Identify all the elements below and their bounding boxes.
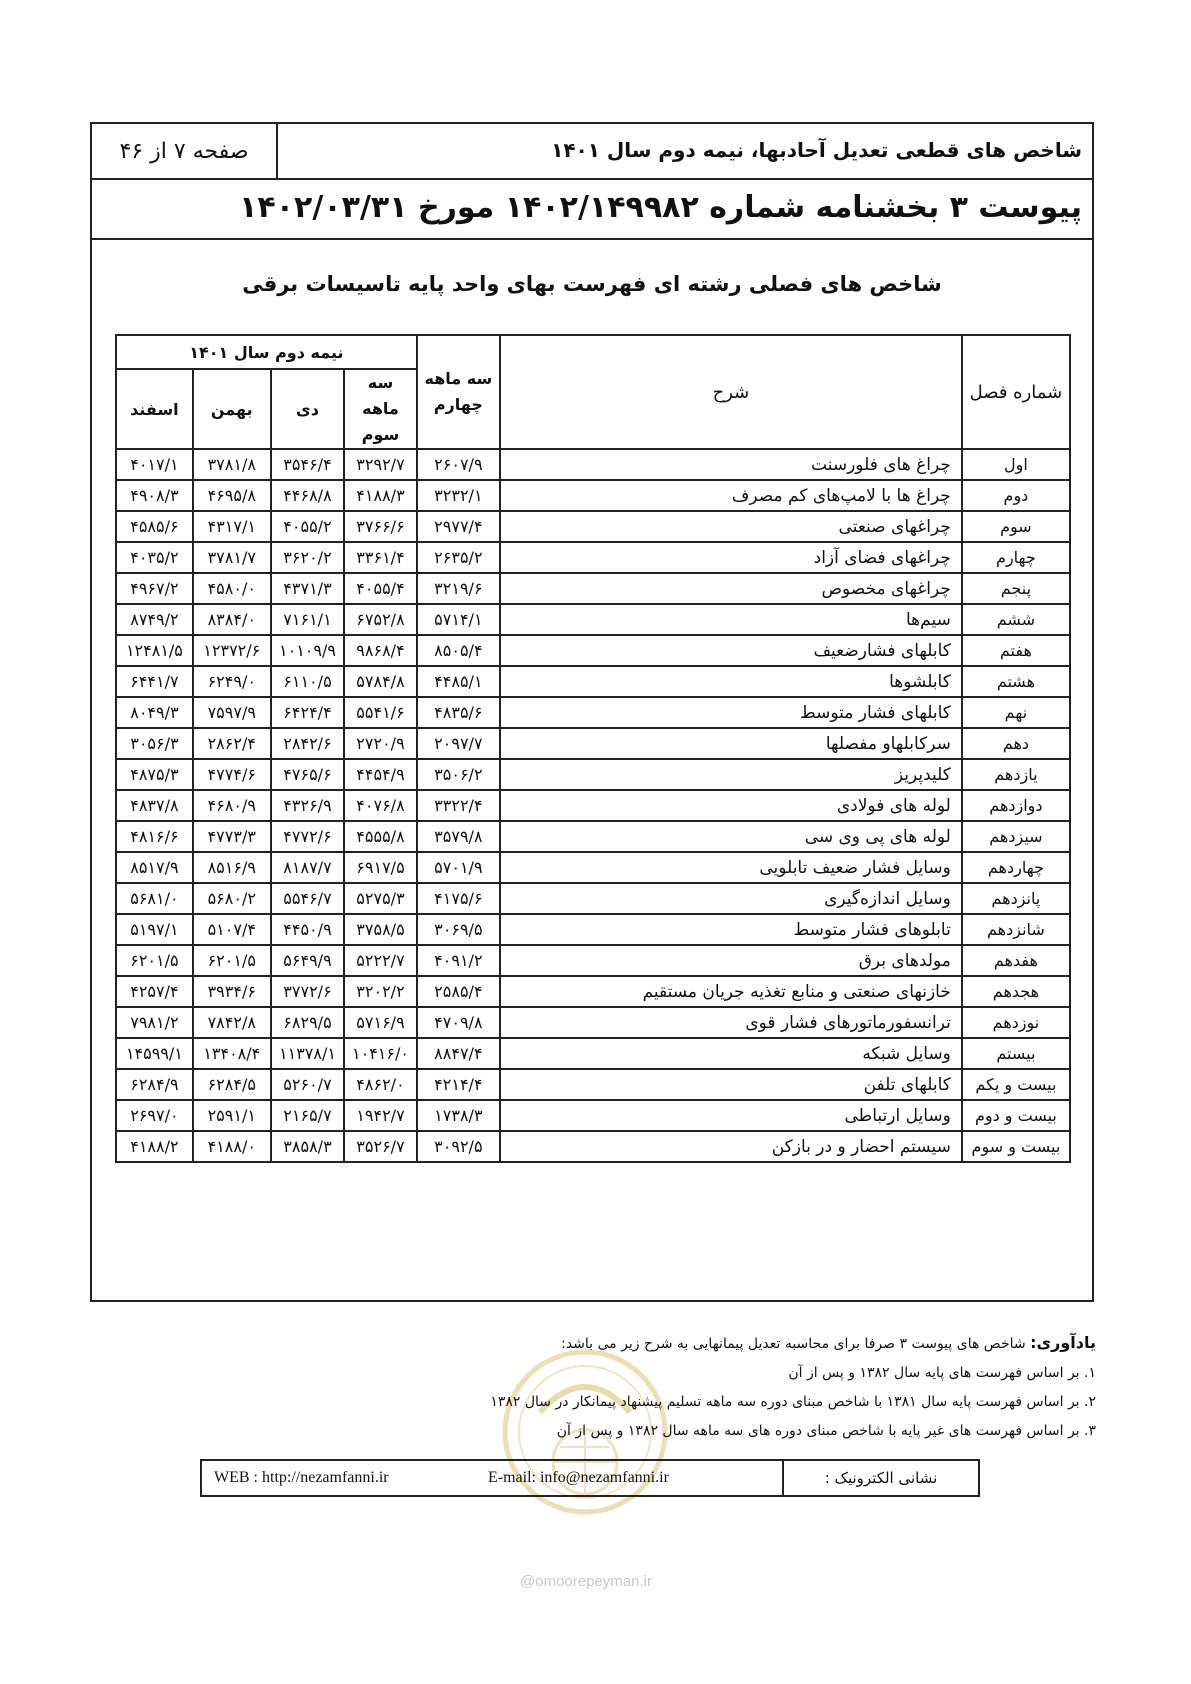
dey-cell: ۱۰۱۰۹/۹ [271,635,345,666]
dey-cell: ۴۰۵۵/۲ [271,511,345,542]
dey-cell: ۴۳۷۱/۳ [271,573,345,604]
header-dey: دی [271,369,345,449]
q3-cell: ۳۷۵۸/۵ [344,914,416,945]
chapter-cell: بیست و سوم [962,1131,1070,1162]
esfand-cell: ۴۰۳۵/۲ [116,542,193,573]
description-cell: وسایل اندازه‌گیری [500,883,962,914]
bahman-cell: ۲۵۹۱/۱ [193,1100,271,1131]
description-cell: تابلوهای فشار متوسط [500,914,962,945]
notes-intro-line [196,1328,1096,1359]
q3-cell: ۳۳۶۱/۴ [344,542,416,573]
dey-cell: ۵۵۴۶/۷ [271,883,345,914]
q3-cell: ۳۲۰۲/۲ [344,976,416,1007]
bahman-cell: ۴۱۸۸/۰ [193,1131,271,1162]
bahman-cell: ۳۹۳۴/۶ [193,976,271,1007]
dey-cell: ۳۵۴۶/۴ [271,449,345,480]
bahman-cell: ۸۳۸۴/۰ [193,604,271,635]
description-cell: ترانسفورماتورهای فشار قوی [500,1007,962,1038]
dey-cell: ۲۸۴۲/۶ [271,728,345,759]
subheader-row [92,180,1092,240]
dey-cell: ۳۸۵۸/۳ [271,1131,345,1162]
esfand-cell: ۱۲۴۸۱/۵ [116,635,193,666]
esfand-cell: ۶۲۸۴/۹ [116,1069,193,1100]
q4-cell: ۴۴۸۵/۱ [417,666,500,697]
chapter-cell: چهاردهم [962,852,1070,883]
circular-reference: پیوست ۳ بخشنامه شماره ۱۴۰۲/۱۴۹۹۸۲ مورخ ۱۴۰۲/۰۳/۳۱ [239,190,1082,225]
q4-cell: ۳۵۷۹/۸ [417,821,500,852]
esfand-cell: ۴۹۰۸/۳ [116,480,193,511]
q4-cell: ۳۰۹۲/۵ [417,1131,500,1162]
esfand-cell: ۸۰۴۹/۳ [116,697,193,728]
q3-cell: ۵۵۴۱/۶ [344,697,416,728]
bahman-cell: ۶۲۰۱/۵ [193,945,271,976]
chapter-cell: سوم [962,511,1070,542]
esfand-cell: ۴۸۷۵/۳ [116,759,193,790]
chapter-cell: نهم [962,697,1070,728]
q3-cell: ۲۷۲۰/۹ [344,728,416,759]
table-row [116,604,1070,635]
description-cell: چراغهای فضای آزاد [500,542,962,573]
table-row [116,790,1070,821]
q3-cell: ۴۸۶۲/۰ [344,1069,416,1100]
bahman-cell: ۷۸۴۲/۸ [193,1007,271,1038]
bahman-cell: ۵۱۰۷/۴ [193,914,271,945]
esfand-cell: ۳۰۵۶/۳ [116,728,193,759]
q3-cell: ۳۲۹۲/۷ [344,449,416,480]
bahman-cell: ۵۶۸۰/۲ [193,883,271,914]
bahman-cell: ۴۶۹۵/۸ [193,480,271,511]
dey-cell: ۷۱۶۱/۱ [271,604,345,635]
q3-cell: ۱۰۴۱۶/۰ [344,1038,416,1069]
chapter-cell: هفتم [962,635,1070,666]
esfand-cell: ۵۱۹۷/۱ [116,914,193,945]
esfand-cell: ۴۲۵۷/۴ [116,976,193,1007]
dey-cell: ۴۷۶۵/۶ [271,759,345,790]
description-cell: خازنهای صنعتی و منابع تغذیه جریان مستقیم [500,976,962,1007]
description-cell: لوله های پی‌ وی‌ سی [500,821,962,852]
chapter-cell: بیست و یکم [962,1069,1070,1100]
table-row [116,1100,1070,1131]
index-table [115,334,1071,1163]
contact-label: نشانی الکترونیک : [782,1461,978,1495]
q3-cell: ۱۹۴۲/۷ [344,1100,416,1131]
description-cell: کابلشوها [500,666,962,697]
bahman-cell: ۴۷۷۳/۳ [193,821,271,852]
header-row [92,124,1092,180]
table-row [116,1038,1070,1069]
dey-cell: ۳۶۲۰/۲ [271,542,345,573]
page-header-title: شاخص های قطعی تعدیل آحادبها، نیمه دوم سال ۱۴۰۱ [551,138,1082,162]
dey-cell: ۴۴۵۰/۹ [271,914,345,945]
table-title: شاخص های فصلی رشته ای فهرست بهای واحد پایه تاسیسات برقی [242,272,942,296]
chapter-cell: پنجم [962,573,1070,604]
chapter-cell: پانزدهم [962,883,1070,914]
contact-box [200,1459,980,1497]
header-q4-label: سه ماهه چهارم [424,369,493,414]
q4-cell: ۳۲۱۹/۶ [417,573,500,604]
q4-cell: ۴۲۱۴/۴ [417,1069,500,1100]
header-q3 [344,369,416,449]
dey-cell: ۶۱۱۰/۵ [271,666,345,697]
esfand-cell: ۱۴۵۹۹/۱ [116,1038,193,1069]
bahman-cell: ۷۵۹۷/۹ [193,697,271,728]
esfand-cell: ۶۲۰۱/۵ [116,945,193,976]
q4-cell: ۴۰۹۱/۲ [417,945,500,976]
q3-cell: ۳۷۶۶/۶ [344,511,416,542]
table-row [116,697,1070,728]
bahman-cell: ۳۷۸۱/۷ [193,542,271,573]
header-esfand: اسفند [116,369,193,449]
chapter-cell: دوازدهم [962,790,1070,821]
description-cell: مولدهای برق [500,945,962,976]
esfand-cell: ۶۴۴۱/۷ [116,666,193,697]
q4-cell: ۳۳۲۲/۴ [417,790,500,821]
note-item: ۳. بر اساس فهرست های غیر پایه با شاخص مبنای دوره های سه ماهه سال ۱۳۸۲ و پس از آن [556,1423,1096,1439]
q4-cell: ۱۷۳۸/۳ [417,1100,500,1131]
q3-cell: ۵۲۷۵/۳ [344,883,416,914]
description-cell: کلیدپریز [500,759,962,790]
q4-cell: ۲۵۸۵/۴ [417,976,500,1007]
chapter-cell: شانزدهم [962,914,1070,945]
esfand-cell: ۴۸۱۶/۶ [116,821,193,852]
table-row [116,945,1070,976]
chapter-cell: دهم [962,728,1070,759]
table-row [116,914,1070,945]
q4-cell: ۸۸۴۷/۴ [417,1038,500,1069]
header-bahman: بهمن [193,369,271,449]
q4-cell: ۳۲۳۲/۱ [417,480,500,511]
note-item: ۱. بر اساس فهرست های پایه سال ۱۳۸۲ و پس از آن [788,1365,1096,1381]
table-row [116,976,1070,1007]
esfand-cell: ۷۹۸۱/۲ [116,1007,193,1038]
description-cell: کابلهای فشار متوسط [500,697,962,728]
q3-cell: ۴۵۵۵/۸ [344,821,416,852]
table-row [116,728,1070,759]
chapter-cell: هشتم [962,666,1070,697]
dey-cell: ۵۲۶۰/۷ [271,1069,345,1100]
notes-label: یادآوری: [1030,1333,1096,1352]
table-row [116,821,1070,852]
q4-cell: ۴۱۷۵/۶ [417,883,500,914]
esfand-cell: ۴۹۶۷/۲ [116,573,193,604]
q3-cell: ۵۷۱۶/۹ [344,1007,416,1038]
q4-cell: ۲۶۰۷/۹ [417,449,500,480]
q3-cell: ۳۵۲۶/۷ [344,1131,416,1162]
description-cell: وسایل شبکه [500,1038,962,1069]
dey-cell: ۴۴۶۸/۸ [271,480,345,511]
chapter-cell: ششم [962,604,1070,635]
description-cell: چراغهای مخصوص [500,573,962,604]
q3-cell: ۵۲۲۲/۷ [344,945,416,976]
notes-section [196,1328,1096,1446]
esfand-cell: ۲۶۹۷/۰ [116,1100,193,1131]
esfand-cell: ۸۷۴۹/۲ [116,604,193,635]
note-item: ۲. بر اساس فهرست پایه سال ۱۳۸۱ با شاخص مبنای دوره سه ماهه تسلیم پیشنهاد پیمانکار در سال ۱۳۸۲ [490,1394,1096,1410]
bahman-cell: ۳۷۸۱/۸ [193,449,271,480]
dey-cell: ۴۷۷۲/۶ [271,821,345,852]
q4-cell: ۲۹۷۷/۴ [417,511,500,542]
q3-cell: ۴۱۸۸/۳ [344,480,416,511]
q3-cell: ۶۷۵۲/۸ [344,604,416,635]
chapter-cell: هجدهم [962,976,1070,1007]
table-row [116,1069,1070,1100]
description-cell: چراغ های فلورسنت [500,449,962,480]
q4-cell: ۸۵۰۵/۴ [417,635,500,666]
q4-cell: ۴۷۰۹/۸ [417,1007,500,1038]
chapter-cell: یازدهم [962,759,1070,790]
table-row [116,852,1070,883]
table-row [116,449,1070,480]
esfand-cell: ۴۸۳۷/۸ [116,790,193,821]
bahman-cell: ۶۲۴۹/۰ [193,666,271,697]
q3-cell: ۶۹۱۷/۵ [344,852,416,883]
dey-cell: ۵۶۴۹/۹ [271,945,345,976]
header-half-group: نیمه دوم سال ۱۴۰۱ [116,335,417,369]
q4-cell: ۵۷۰۱/۹ [417,852,500,883]
description-cell: وسایل ارتباطی [500,1100,962,1131]
page-frame [90,122,1094,1302]
description-cell: چراغهای صنعتی [500,511,962,542]
q3-cell: ۴۰۷۶/۸ [344,790,416,821]
description-cell: سیستم احضار و در بازکن [500,1131,962,1162]
chapter-cell: هفدهم [962,945,1070,976]
table-row [116,666,1070,697]
description-cell: کابلهای تلفن [500,1069,962,1100]
q4-cell: ۳۵۰۶/۲ [417,759,500,790]
bahman-cell: ۴۳۱۷/۱ [193,511,271,542]
dey-cell: ۸۱۸۷/۷ [271,852,345,883]
esfand-cell: ۴۰۱۷/۱ [116,449,193,480]
dey-cell: ۴۳۲۶/۹ [271,790,345,821]
chapter-cell: چهارم [962,542,1070,573]
table-row [116,542,1070,573]
dey-cell: ۶۴۲۴/۴ [271,697,345,728]
table-row [116,480,1070,511]
table-row [116,1131,1070,1162]
table-row [116,511,1070,542]
email-link[interactable]: E-mail: info@nezamfanni.ir [488,1469,669,1486]
q3-cell: ۵۷۸۴/۸ [344,666,416,697]
chapter-cell: دوم [962,480,1070,511]
dey-cell: ۱۱۳۷۸/۱ [271,1038,345,1069]
bahman-cell: ۶۲۸۴/۵ [193,1069,271,1100]
description-cell: لوله های فولادی [500,790,962,821]
bahman-cell: ۴۵۸۰/۰ [193,573,271,604]
esfand-cell: ۴۱۸۸/۲ [116,1131,193,1162]
q4-cell: ۵۷۱۴/۱ [417,604,500,635]
q3-cell: ۹۸۶۸/۴ [344,635,416,666]
table-row [116,635,1070,666]
table-row [116,883,1070,914]
q4-cell: ۳۰۶۹/۵ [417,914,500,945]
dey-cell: ۲۱۶۵/۷ [271,1100,345,1131]
table-row [116,759,1070,790]
q3-cell: ۴۰۵۵/۴ [344,573,416,604]
chapter-cell: اول [962,449,1070,480]
chapter-cell: بیستم [962,1038,1070,1069]
bahman-cell: ۴۶۸۰/۹ [193,790,271,821]
bahman-cell: ۱۲۳۷۲/۶ [193,635,271,666]
bahman-cell: ۸۵۱۶/۹ [193,852,271,883]
bahman-cell: ۲۸۶۲/۴ [193,728,271,759]
watermark-text: @omoorepeyman.ir [520,1573,652,1590]
chapter-cell: سیزدهم [962,821,1070,852]
bahman-cell: ۴۷۷۴/۶ [193,759,271,790]
description-cell: سیم‌ها [500,604,962,635]
esfand-cell: ۸۵۱۷/۹ [116,852,193,883]
chapter-cell: نوزدهم [962,1007,1070,1038]
q4-cell: ۴۸۳۵/۶ [417,697,500,728]
header-q3-label: سه ماهه سوم [361,373,400,444]
q4-cell: ۲۶۳۵/۲ [417,542,500,573]
dey-cell: ۳۷۷۲/۶ [271,976,345,1007]
description-cell: سرکابلهاو مفصلها [500,728,962,759]
table-row [116,573,1070,604]
header-chapter: شماره فصل [962,335,1070,449]
description-cell: چراغ ها با لامپ‌های کم مصرف [500,480,962,511]
esfand-cell: ۵۶۸۱/۰ [116,883,193,914]
esfand-cell: ۴۵۸۵/۶ [116,511,193,542]
chapter-cell: بیست و دوم [962,1100,1070,1131]
bahman-cell: ۱۳۴۰۸/۴ [193,1038,271,1069]
description-cell: وسایل فشار ضعیف تابلویی [500,852,962,883]
dey-cell: ۶۸۲۹/۵ [271,1007,345,1038]
table-row [116,1007,1070,1038]
description-cell: کابلهای فشارضعیف [500,635,962,666]
page-number: صفحه ۷ از ۴۶ [92,124,278,178]
q4-cell: ۲۰۹۷/۷ [417,728,500,759]
notes-intro: شاخص های پیوست ۳ صرفا برای محاسبه تعدیل پیمانهایی به شرح زیر می باشد: [561,1336,1026,1352]
q3-cell: ۴۴۵۴/۹ [344,759,416,790]
header-q4 [417,335,500,449]
web-link[interactable]: WEB : http://nezamfanni.ir [214,1469,389,1486]
header-description: شرح [500,335,962,449]
